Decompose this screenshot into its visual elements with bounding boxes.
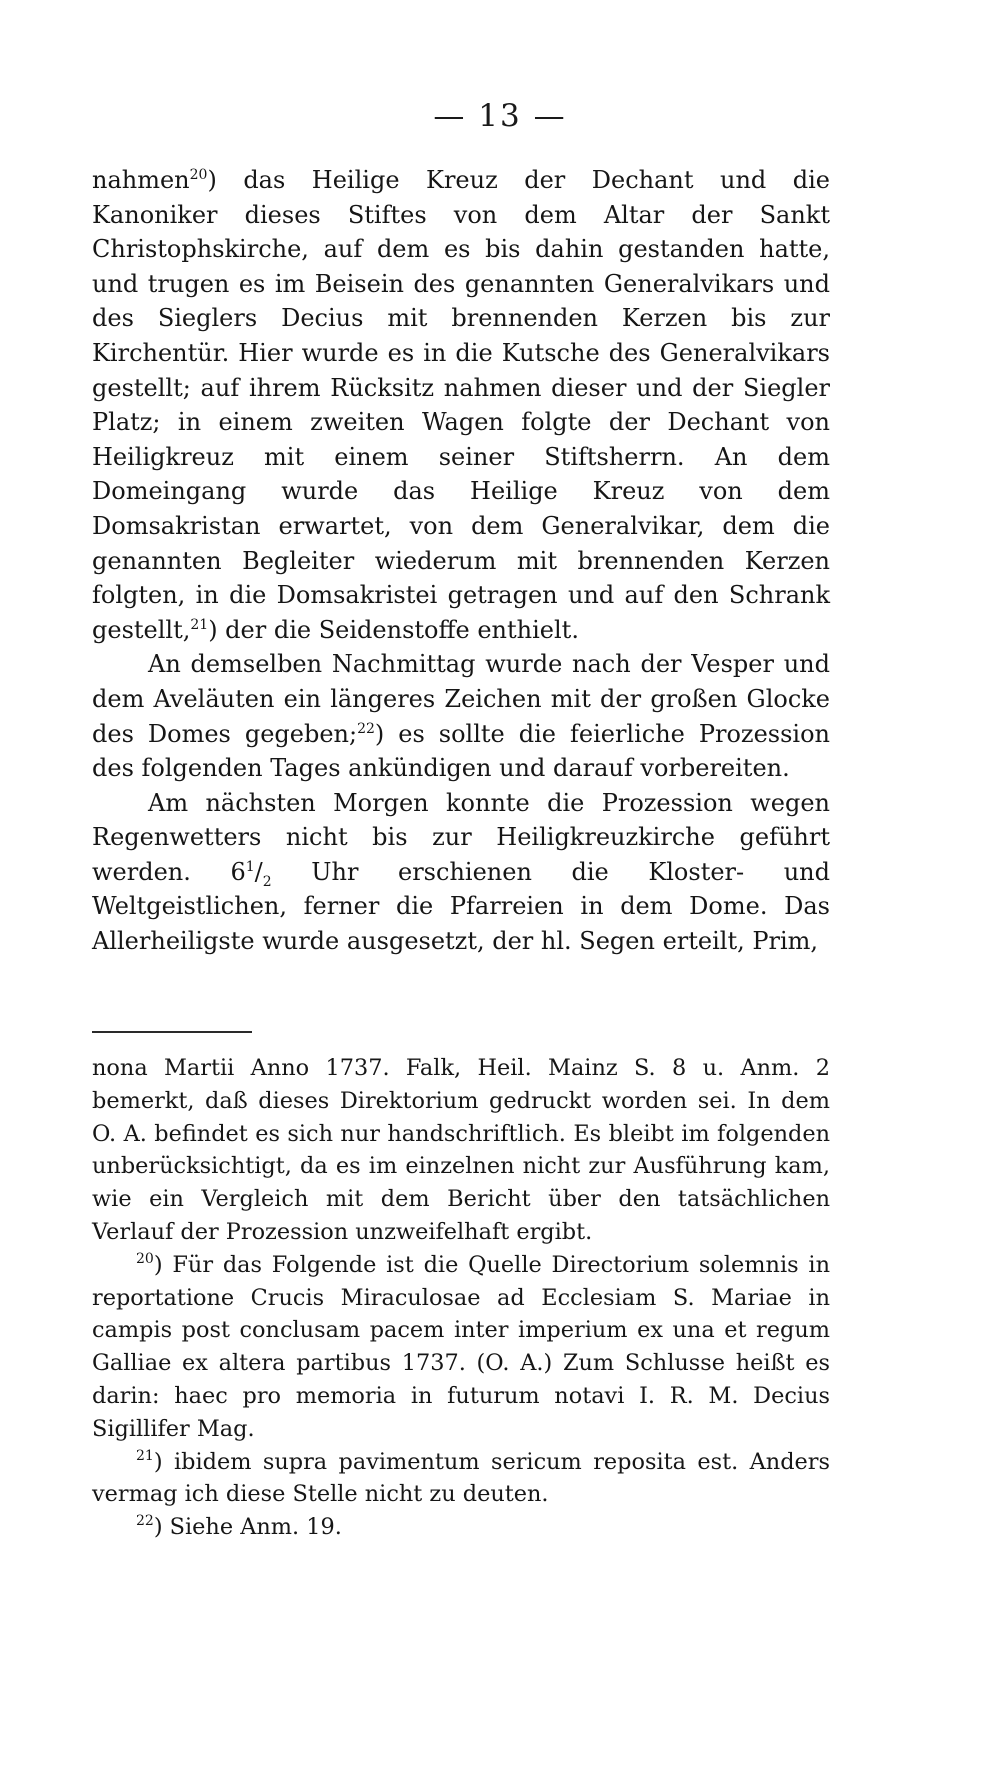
text-segment: Am nächsten Morgen konnte die Prozession wegen Regenwetters nicht bis zur Heiligkreuzkirche geführt werden. 6 [92, 788, 830, 886]
footnote-mark-21: 21 [136, 1447, 154, 1464]
text-segment: ) der die Seidenstoffe enthielt. [208, 615, 579, 644]
text-segment: nahmen [92, 166, 190, 194]
footnote-ref-20: 20 [189, 167, 208, 183]
paragraph-2 [92, 647, 830, 785]
footnote-mark-22: 22 [136, 1513, 154, 1530]
fraction-denominator: 2 [262, 873, 272, 890]
fraction-numerator: 1 [245, 858, 255, 875]
paragraph-1 [92, 163, 830, 647]
footnotes [92, 1052, 830, 1544]
footnote-text: ) Für das Folgende ist die Quelle Directorium solemnis in reportatione Crucis Miraculosae ad Ecclesiam S. Mariae in campis post conclusam pacem inter imperium ex una et regum Galliae ex altera partibus 1737. (O. A.) Zum Schlusse heißt es darin: haec pro memoria in futurum notavi I. R. M. Decius Sigillifer Mag. [92, 1251, 830, 1442]
page-number-header: — 13 — [433, 98, 567, 134]
paragraph-3 [92, 786, 830, 959]
footnote-20 [92, 1249, 830, 1446]
text-segment: Uhr erschienen die Kloster- und Weltgeistlichen, ferner die Pfarreien in dem Dome. Das Allerheiligste wurde ausgesetzt, der hl. Segen erteilt, Prim, [92, 857, 830, 956]
footnote-mark-20: 20 [136, 1250, 154, 1267]
main-text [92, 163, 830, 959]
footnote-text: ) ibidem supra pavimentum sericum reposita est. Anders vermag ich diese Stelle nicht zu deuten. [92, 1448, 830, 1508]
footnote-21 [92, 1446, 830, 1512]
footnote-divider [92, 1031, 252, 1033]
text-segment: An demselben Nachmittag wurde nach der Vesper und dem Aveläuten ein längeres Zeichen mit der großen Glocke des Domes gegeben; [92, 650, 830, 748]
footnote-ref-21: 21 [190, 616, 209, 633]
footnote-22 [92, 1511, 830, 1544]
text-segment: ) das Heilige Kreuz der Dechant und die Kanoniker dieses Stiftes von dem Altar der Sankt Christophskirche, auf dem es bis dahin gestanden hatte, und trugen es im Beisein des genannten Generalvikars und des Sieglers Decius mit brennenden Kerzen bis zur Kirchentür. Hier wurde es in die Kutsche des Generalvikars gestellt; auf ihrem Rücksitz nahmen dieser und der Siegler Platz; in einem zweiten Wagen folgte der Dechant von Heiligkreuz mit einem seiner Stiftsherrn. An dem Domeingang wurde das Heilige Kreuz von dem Domsakristan erwartet, von dem Generalvikar, dem die genannten Begleiter wiederum mit brennenden Kerzen folgten, in die Domsakristei getragen und auf den Schrank gestellt, [92, 166, 830, 644]
footnote-text: ) Siehe Anm. 19. [153, 1514, 342, 1541]
footnote-ref-22: 22 [357, 720, 375, 737]
fraction-separator: / [254, 857, 263, 886]
text-segment: ) es sollte die feierliche Prozession des folgenden Tages ankündigen und darauf vorbereiten. [92, 719, 830, 783]
footnote-continuation: nona Martii Anno 1737. Falk, Heil. Mainz S. 8 u. Anm. 2 bemerkt, daß dieses Direktorium gedruckt worden sei. In dem O. A. befindet es sich nur handschriftlich. Es bleibt im folgenden unberücksichtigt, da es im einzelnen nicht zur Ausführung kam, wie ein Vergleich mit dem Bericht über den tatsächlichen Verlauf der Prozession unzweifelhaft ergibt. [92, 1055, 830, 1245]
